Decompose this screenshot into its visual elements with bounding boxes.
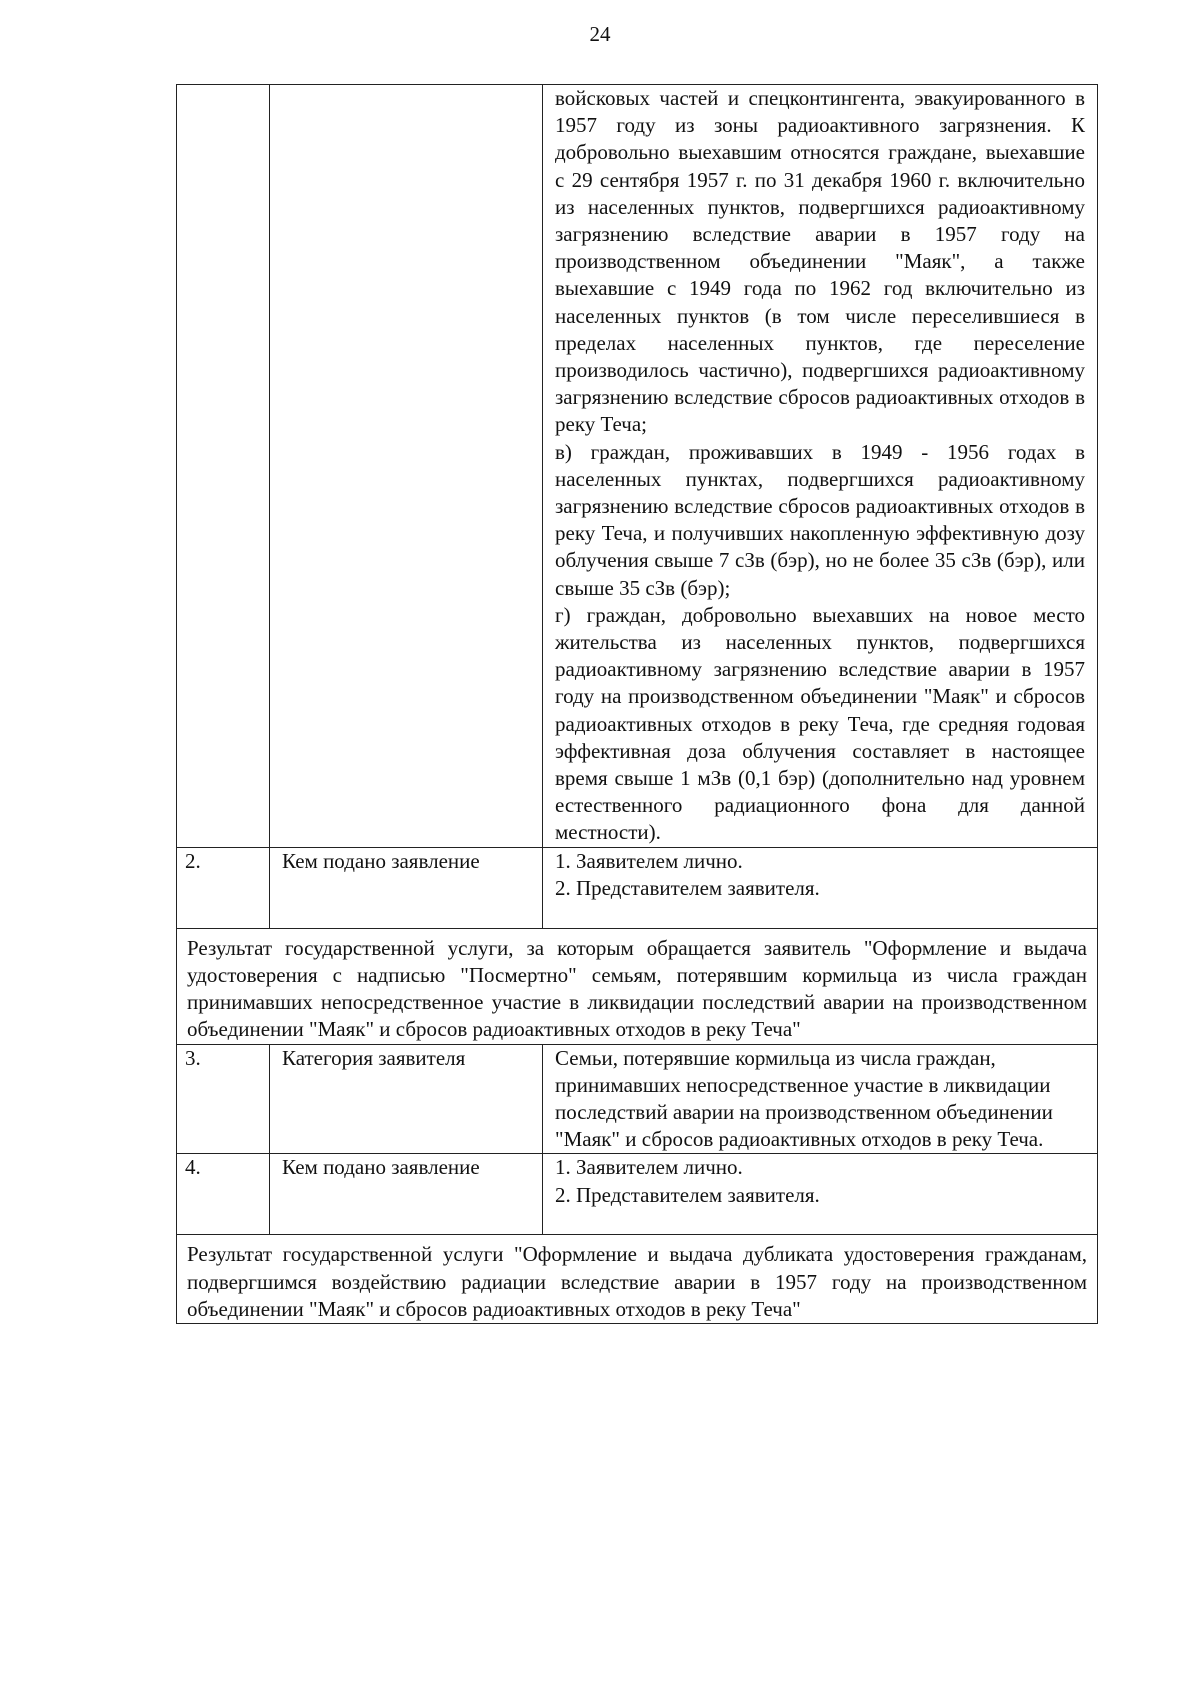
continuation-text: войсковых частей и спецконтингента, эвакуированного в 1957 году из зоны радиоактивного загрязнения. К добровольно выехавшим относятся граждане, выехавшие с 29 сентября 1957 г. по 31 декабря 1960 г. включительно из населенных пунктов, подвергшихся радиоактивному загрязнению вследствие аварии в 1957 году на производственном объединении "Маяк", а также выехавшие с 1949 года по 1962 год включительно из населенных пунктов (в том числе переселившиеся в пределах населенных пунктов, где переселение производилось частично), подвергшихся радиоактивному загрязнению вследствие сбросов радиоактивных отходов в реку Теча;: [555, 86, 1085, 437]
table-row-continuation: [177, 85, 1098, 848]
table-row-2: [177, 847, 1098, 928]
row-value: Семьи, потерявшие кормильца из числа граждан, принимавших непосредственное участие в ликвидации последствий аварии на производственном объединении "Маяк" и сбросов радиоактивных отходов в реку Теча.: [543, 1044, 1098, 1154]
page-number: 24: [589, 22, 611, 46]
row-label: Категория заявителя: [270, 1044, 543, 1154]
row-label: Кем подано заявление: [270, 847, 543, 928]
item-g-text: г) граждан, добровольно выехавших на новое место жительства из населенных пунктов, подвергшихся радиоактивному загрязнению вследствие аварии в 1957 году на производственном объединении "Маяк" и сбросов радиоактивных отходов в реку Теча, где средняя годовая эффективная доза облучения составляет в настоящее время свыше 1 мЗв (0,1 бэр) (дополнительно над уровнем естественного радиационного фона для данной местности).: [555, 602, 1085, 845]
section-title-duplicate: Результат государственной услуги "Оформление и выдача дубликата удостоверения гражданам, подвергшимся воздействию радиации вследствие аварии в 1957 году на производственном объединении "Маяк" и сбросов радиоактивных отходов в реку Теча": [177, 1235, 1098, 1324]
value-cell-continuation: [543, 85, 1098, 848]
option-personal: 1. Заявителем лично.: [555, 848, 743, 873]
row-value: [543, 1154, 1098, 1235]
row-value: [543, 847, 1098, 928]
option-personal: 1. Заявителем лично.: [555, 1155, 743, 1180]
option-representative: 2. Представителем заявителя.: [555, 1182, 820, 1207]
services-table: [176, 84, 1098, 1324]
row-number: 3.: [177, 1044, 270, 1154]
section-row-1: [177, 928, 1098, 1044]
section-title-posthumous: Результат государственной услуги, за которым обращается заявитель "Оформление и выдача удостоверения с надписью "Посмертно" семьям, потерявшим кормильца из числа граждан принимавших непосредственное участие в ликвидации последствий аварии на производственном объединении "Маяк" и сбросов радиоактивных отходов в реку Теча": [177, 928, 1098, 1044]
row-number: 2.: [177, 847, 270, 928]
row-label: Кем подано заявление: [270, 1154, 543, 1235]
label-cell-empty: [270, 85, 543, 848]
table-row-3: [177, 1044, 1098, 1154]
number-cell-empty: [177, 85, 270, 848]
row-number: 4.: [177, 1154, 270, 1235]
item-v-text: в) граждан, проживавших в 1949 - 1956 годах в населенных пунктах, подвергшихся радиоактивному загрязнению вследствие сбросов радиоактивных отходов в реку Теча, и получивших накопленную эффективную дозу облучения свыше 7 сЗв (бэр), но не более 35 сЗв (бэр), или свыше 35 сЗв (бэр);: [555, 439, 1085, 600]
section-row-2: [177, 1235, 1098, 1324]
table-row-4: [177, 1154, 1098, 1235]
option-representative: 2. Представителем заявителя.: [555, 875, 820, 900]
